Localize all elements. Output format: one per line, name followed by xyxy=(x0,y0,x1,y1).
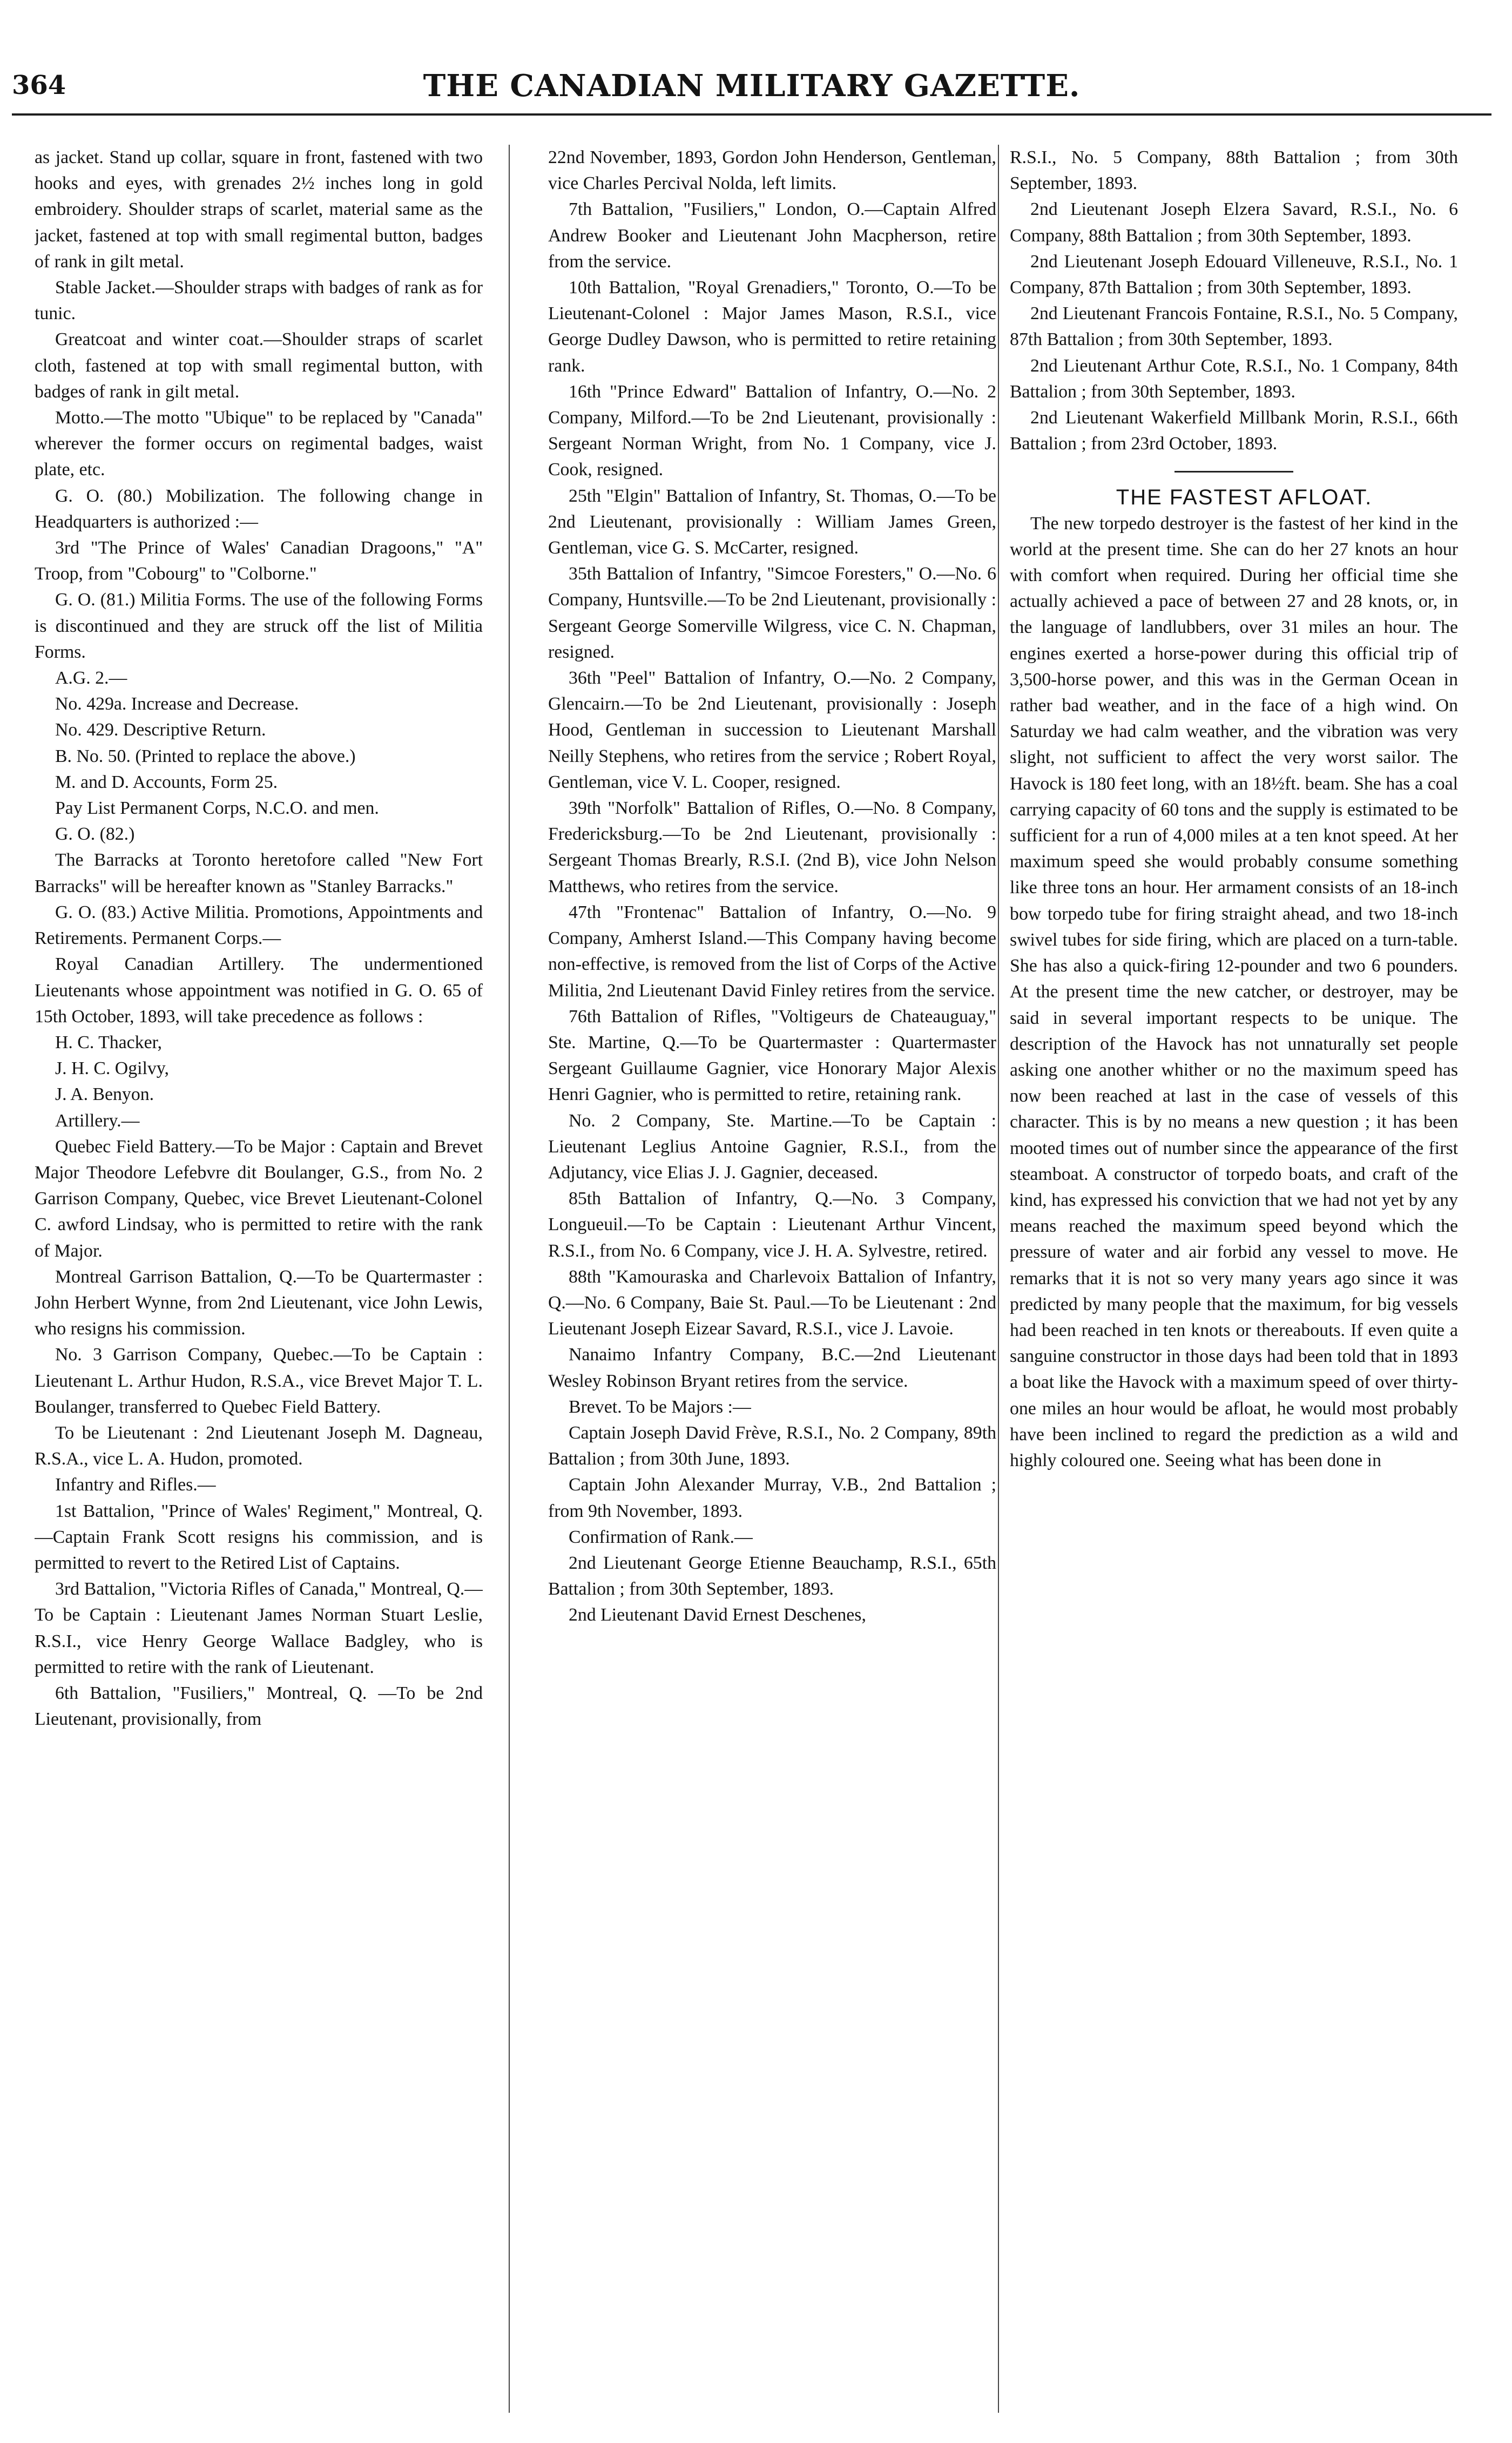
notice-paragraph: H. C. Thacker, xyxy=(55,1032,162,1052)
notice-paragraph: No. 2 Company, Ste. Martine.—To be Captain : Lieutenant Leglius Antoine Gagnier, R.S.I., from the Adjutancy, vice Elias J. J. Gagnier, deceased. xyxy=(548,1110,996,1183)
notice-paragraph: 1st Battalion, "Prince of Wales' Regiment," Montreal, Q.—Captain Frank Scott resigns his commission, and is permitted to revert to the Retired List of Captains. xyxy=(35,1501,483,1573)
notice-paragraph: 85th Battalion of Infantry, Q.—No. 3 Company, Longueuil.—To be Captain : Lieutenant Arthur Vincent, R.S.I., from No. 6 Company, vice J. H. A. Sylvestre, retired. xyxy=(548,1189,996,1261)
notice-paragraph: No. 3 Garrison Company, Quebec.—To be Captain : Lieutenant L. Arthur Hudon, R.S.A., vice Brevet Major T. L. Boulanger, transferred to Quebec Field Battery. xyxy=(35,1345,483,1417)
column-left xyxy=(35,145,483,2424)
notice-paragraph: No. 429. Descriptive Return. xyxy=(55,720,266,740)
notice-paragraph: 6th Battalion, "Fusiliers," Montreal, Q. —To be 2nd Lieutenant, provisionally, from xyxy=(35,1683,483,1730)
notice-paragraph: The Barracks at Toronto heretofore called "New Fort Barracks" will be hereafter known as "Stanley Barracks." xyxy=(35,850,483,896)
notice-paragraph: 10th Battalion, "Royal Grenadiers," Toronto, O.—To be Lieutenant-Colonel : Major James Mason, R.S.I., vice George Dudley Dawson, who is permitted to retire retaining rank. xyxy=(548,278,996,376)
notice-paragraph: 36th "Peel" Battalion of Infantry, O.—No. 2 Company, Glencairn.—To be 2nd Lieutenant, provisionally : Joseph Hood, Gentleman in succession to Lieutenant Marshall Neilly Stephens, who retires from the service ; Robert Royal, Gentleman, vice V. L. Cooper, resigned. xyxy=(548,668,996,792)
column-middle xyxy=(548,145,996,2424)
notice-paragraph: Greatcoat and winter coat.—Shoulder straps of scarlet cloth, fastened at top with small regimental button, with badges of rank in gilt metal. xyxy=(35,329,483,402)
notice-paragraph: Stable Jacket.—Shoulder straps with badges of rank as for tunic. xyxy=(35,278,483,324)
notice-paragraph: Nanaimo Infantry Company, B.C.—2nd Lieutenant Wesley Robinson Bryant retires from the service. xyxy=(548,1345,996,1391)
notice-paragraph: G. O. (82.) xyxy=(55,824,135,845)
notice-paragraph: R.S.I., No. 5 Company, 88th Battalion ; from 30th September, 1893. xyxy=(1010,147,1458,194)
notice-paragraph: 47th "Frontenac" Battalion of Infantry, O.—No. 9 Company, Amherst Island.—This Company having become non-effective, is removed from the list of Corps of the Active Militia, 2nd Lieutenant David Finley retires from the service. xyxy=(548,902,996,1001)
notice-paragraph: M. and D. Accounts, Form 25. xyxy=(55,772,278,792)
notice-paragraph: B. No. 50. (Printed to replace the above.) xyxy=(55,746,356,766)
notice-paragraph: 2nd Lieutenant Arthur Cote, R.S.I., No. 1 Company, 84th Battalion ; from 30th September, 1893. xyxy=(1010,355,1458,402)
header-rule xyxy=(12,113,1491,116)
notice-paragraph: 39th "Norfolk" Battalion of Rifles, O.—No. 8 Company, Fredericksburg.—To be 2nd Lieutenant, provisionally : Sergeant Thomas Brearly, R.S.I. (2nd B), vice John Nelson Matthews, who retires from the service. xyxy=(548,798,996,896)
page-header xyxy=(12,70,1491,119)
notice-paragraph: 2nd Lieutenant David Ernest Deschenes, xyxy=(569,1605,866,1625)
notice-paragraph: Motto.—The motto "Ubique" to be replaced by "Canada" wherever the former occurs on regimental badges, waist plate, etc. xyxy=(35,408,483,480)
notice-paragraph: G. O. (83.) Active Militia. Promotions, Appointments and Retirements. Permanent Corps.— xyxy=(35,902,483,949)
column-right xyxy=(1010,145,1458,2424)
section-divider xyxy=(1174,471,1293,473)
column-separator xyxy=(998,145,999,2413)
notice-paragraph: J. A. Benyon. xyxy=(55,1084,154,1105)
notice-paragraph: J. H. C. Ogilvy, xyxy=(55,1058,169,1079)
notice-paragraph: 22nd November, 1893, Gordon John Henderson, Gentleman, vice Charles Percival Nolda, left limits. xyxy=(548,147,996,194)
notice-paragraph: Royal Canadian Artillery. The undermentioned Lieutenants whose appointment was notified in G. O. 65 of 15th October, 1893, will take precedence as follows : xyxy=(35,954,483,1027)
gazette-title: THE CANADIAN MILITARY GAZETTE. xyxy=(423,68,1081,104)
notice-paragraph: 35th Battalion of Infantry, "Simcoe Foresters," O.—No. 6 Company, Huntsville.—To be 2nd Lieutenant, provisionally : Sergeant George Somerville Wilgress, vice C. N. Chapman, resigned. xyxy=(548,564,996,662)
notice-paragraph: 2nd Lieutenant George Etienne Beauchamp, R.S.I., 65th Battalion ; from 30th September, 1893. xyxy=(548,1553,996,1600)
notice-paragraph: 3rd "The Prince of Wales' Canadian Dragoons," "A" Troop, from "Cobourg" to "Colborne." xyxy=(35,538,483,584)
notice-paragraph: Artillery.— xyxy=(55,1110,140,1131)
notice-paragraph: Captain John Alexander Murray, V.B., 2nd Battalion ; from 9th November, 1893. xyxy=(548,1475,996,1521)
notice-paragraph: 2nd Lieutenant Wakerfield Millbank Morin, R.S.I., 66th Battalion ; from 23rd October, 1893. xyxy=(1010,408,1458,454)
notice-paragraph: 76th Battalion of Rifles, "Voltigeurs de Chateauguay," Ste. Martine, Q.—To be Quartermaster : Quartermaster Sergeant Guillaume Gagnier, vice Honorary Major Alexis Henri Gagnier, who is permitted to retire, retaining rank. xyxy=(548,1006,996,1105)
notice-paragraph: G. O. (81.) Militia Forms. The use of the following Forms is discontinued and they are struck off the list of Militia Forms. xyxy=(35,590,483,662)
article-paragraph: The new torpedo destroyer is the fastest of her kind in the world at the present time. She can do her 27 knots an hour with comfort when required. During her official time she actually achieved a pace of between 27 and 28 knots, or, in the language of landlubbers, over 31 miles an hour. The engines exerted a horse-power during this official trip of 3,500-horse power, and this was in the German Ocean in rather bad weather, and in the face of a high wind. On Saturday we had calm weather, and the vibration was very slight, not sufficient to affect the very worst sailor. The Havock is 180 feet long, with an 18½ft. beam. She has a coal carrying capacity of 60 tons and the supply is estimated to be sufficient for a run of 4,000 miles at a ten knot speed. At her maximum speed she would probably consume something like three tons an hour. Her armament consists of an 18-inch bow torpedo tube for firing straight ahead, and two 18-inch swivel tubes for side firing, which are placed on a turn-table. She has also a quick-firing 12-pounder and two 6 pounders. At the present time the new catcher, or destroyer, may be said in several important respects to be unique. The description of the Havock has not unnaturally set people asking one another whither or no the maximum speed has now been reached at last in the case of vessels of this character. This is by no means a new question ; it has been mooted times out of number since the appearance of the first steamboat. A constructor of torpedo boats, and craft of the kind, has expressed his conviction that we had not yet by any means reached the maximum speed beyond which the pressure of water and air forbid any vessel to move. He remarks that it is not so very many years ago since it was predicted by many people that the maximum, for big vessels had been reached in ten knots or thereabouts. If even quite a sanguine constructor in those days had been told that in 1893 a boat like the Havock with a maximum speed of over thirty-one miles an hour would be afloat, he would most probably have been inclined to regard the prediction as a wild and highly coloured one. Seeing what has been done in xyxy=(1010,513,1458,1470)
notice-paragraph: Confirmation of Rank.— xyxy=(569,1527,753,1547)
notice-paragraph: 7th Battalion, "Fusiliers," London, O.—Captain Alfred Andrew Booker and Lieutenant John Macpherson, retire from the service. xyxy=(548,199,996,272)
notice-paragraph: 2nd Lieutenant Joseph Edouard Villeneuve, R.S.I., No. 1 Company, 87th Battalion ; from 30th September, 1893. xyxy=(1010,251,1458,298)
notice-paragraph: Captain Joseph David Frève, R.S.I., No. 2 Company, 89th Battalion ; from 30th June, 1893. xyxy=(548,1422,996,1469)
column-separator xyxy=(509,145,510,2413)
notice-paragraph: A.G. 2.— xyxy=(55,668,127,689)
notice-paragraph: 3rd Battalion, "Victoria Rifles of Canada," Montreal, Q.—To be Captain : Lieutenant James Norman Stuart Leslie, R.S.I., vice Henry George Wallace Badgley, who is permitted to retire with the rank of Lieutenant. xyxy=(35,1579,483,1677)
page-number: 364 xyxy=(12,70,66,100)
notice-paragraph: G. O. (80.) Mobilization. The following change in Headquarters is authorized :— xyxy=(35,485,483,532)
notice-paragraph: No. 429a. Increase and Decrease. xyxy=(55,694,299,714)
notice-paragraph: as jacket. Stand up collar, square in front, fastened with two hooks and eyes, with grenades 2½ inches long in gold embroidery. Shoulder straps of scarlet, material same as the jacket, fastened at top with small regimental button, badges of rank in gilt metal. xyxy=(35,147,483,272)
notice-paragraph: 16th "Prince Edward" Battalion of Infantry, O.—No. 2 Company, Milford.—To be 2nd Lieutenant, provisionally : Sergeant Norman Wright, from No. 1 Company, vice J. Cook, resigned. xyxy=(548,381,996,480)
notices-continued xyxy=(1010,145,1458,457)
notice-paragraph: To be Lieutenant : 2nd Lieutenant Joseph M. Dagneau, R.S.A., vice L. A. Hudon, promoted. xyxy=(35,1422,483,1469)
notice-paragraph: Infantry and Rifles.— xyxy=(55,1475,216,1495)
article-heading: THE FASTEST AFLOAT. xyxy=(1116,485,1373,510)
notice-paragraph: 25th "Elgin" Battalion of Infantry, St. Thomas, O.—To be 2nd Lieutenant, provisionally : William James Green, Gentleman, vice G. S. McCarter, resigned. xyxy=(548,485,996,558)
notice-paragraph: Pay List Permanent Corps, N.C.O. and men. xyxy=(55,798,379,819)
notice-paragraph: Brevet. To be Majors :— xyxy=(569,1396,751,1417)
notice-paragraph: Quebec Field Battery.—To be Major : Captain and Brevet Major Theodore Lefebvre dit Boulanger, G.S., from No. 2 Garrison Company, Quebec, vice Brevet Lieutenant-Colonel C. awford Lindsay, who is permitted to retire with the rank of Major. xyxy=(35,1136,483,1261)
notice-paragraph: Montreal Garrison Battalion, Q.—To be Quartermaster : John Herbert Wynne, from 2nd Lieutenant, vice John Lewis, who resigns his commission. xyxy=(35,1266,483,1339)
notice-paragraph: 88th "Kamouraska and Charlevoix Battalion of Infantry, Q.—No. 6 Company, Baie St. Paul.—To be Lieutenant : 2nd Lieutenant Joseph Eizear Savard, R.S.I., vice J. Lavoie. xyxy=(548,1266,996,1339)
notice-paragraph: 2nd Lieutenant Francois Fontaine, R.S.I., No. 5 Company, 87th Battalion ; from 30th September, 1893. xyxy=(1010,303,1458,350)
notice-paragraph: 2nd Lieutenant Joseph Elzera Savard, R.S.I., No. 6 Company, 88th Battalion ; from 30th September, 1893. xyxy=(1010,199,1458,246)
